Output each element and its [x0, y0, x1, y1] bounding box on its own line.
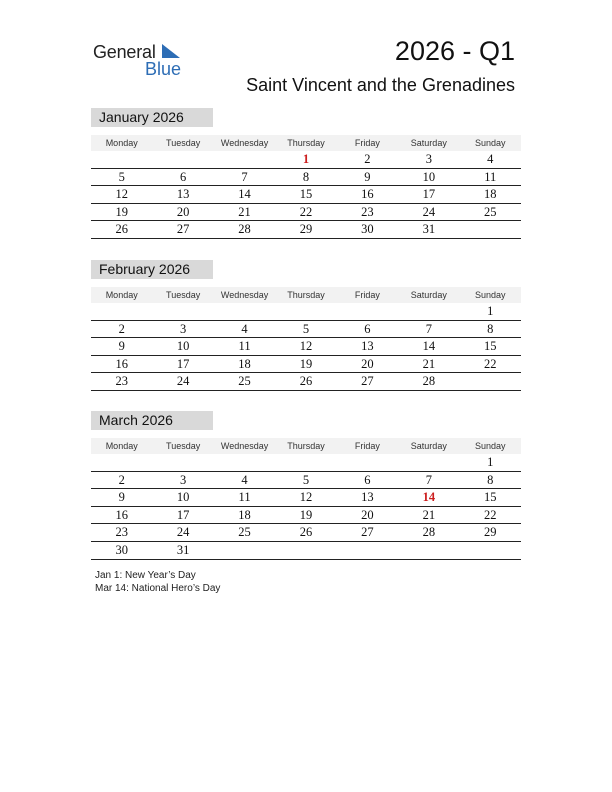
week-row	[91, 489, 521, 507]
day-cell: 31	[176, 542, 190, 557]
day-cell	[214, 454, 275, 471]
country-name: Saint Vincent and the Grenadines	[246, 75, 515, 95]
page-title: 2026 - Q1	[394, 36, 515, 66]
day-cell: 27	[361, 374, 374, 389]
week-row	[91, 338, 521, 356]
weekday-label: Saturday	[410, 441, 447, 451]
weekday-label: Monday	[105, 290, 138, 300]
day-cell: 1	[487, 455, 494, 469]
day-cell: 13	[361, 339, 374, 354]
weekday-label: Monday	[105, 138, 138, 148]
weekday-header-row	[91, 287, 521, 303]
day-cell: 29	[299, 222, 313, 237]
month-title: February 2026	[91, 260, 213, 279]
day-cell	[460, 542, 521, 559]
day-cell: 20	[176, 204, 190, 219]
day-cell: 7	[425, 321, 432, 336]
day-cell: 11	[484, 169, 497, 184]
day-cell: 25	[238, 374, 251, 389]
day-cell: 24	[422, 204, 436, 219]
day-cell	[152, 151, 213, 168]
day-cell	[398, 454, 459, 471]
month-calendar-january	[91, 108, 521, 239]
day-cell: 10	[176, 339, 190, 354]
holiday-notes	[95, 569, 220, 595]
day-cell: 26	[299, 525, 313, 540]
week-row	[91, 204, 521, 222]
day-cell: 5	[302, 472, 310, 487]
day-cell: 14	[238, 187, 251, 202]
weekday-label: Sunday	[474, 138, 506, 148]
holiday-day-cell: 14	[422, 490, 436, 505]
month-calendar-february	[91, 260, 521, 391]
day-cell: 29	[483, 525, 497, 540]
day-cell: 10	[422, 169, 436, 184]
weekday-label: Wednesday	[220, 138, 269, 148]
day-cell: 15	[483, 490, 497, 505]
day-cell	[91, 454, 152, 471]
day-cell	[91, 303, 152, 320]
day-cell	[214, 542, 275, 559]
weekday-header-row	[91, 135, 521, 151]
day-cell: 5	[118, 169, 125, 184]
day-cell: 17	[176, 356, 190, 371]
day-cell: 5	[302, 321, 310, 336]
day-cell: 13	[361, 490, 374, 505]
day-cell	[275, 542, 336, 559]
week-row	[91, 472, 521, 490]
day-cell: 6	[364, 472, 371, 487]
day-cell: 22	[299, 204, 313, 219]
day-cell	[91, 151, 152, 168]
day-cell: 4	[241, 472, 248, 487]
day-cell: 8	[487, 321, 494, 336]
day-cell: 15	[483, 339, 497, 354]
day-cell: 23	[115, 374, 128, 389]
day-cell: 6	[364, 321, 371, 336]
weekday-label: Saturday	[410, 138, 447, 148]
day-cell	[275, 454, 336, 471]
day-cell: 8	[302, 169, 310, 184]
weekday-header-row	[91, 438, 521, 454]
day-cell: 9	[118, 490, 125, 505]
day-cell: 19	[299, 507, 313, 522]
day-cell: 31	[422, 222, 436, 237]
weekday-label: Tuesday	[166, 138, 201, 148]
day-cell: 27	[361, 525, 374, 540]
week-row	[91, 169, 521, 187]
week-row	[91, 524, 521, 542]
logo-word-general: General	[93, 42, 156, 62]
day-cell: 2	[118, 472, 125, 487]
day-cell	[337, 303, 398, 320]
week-row	[91, 507, 521, 525]
day-cell: 16	[115, 356, 128, 371]
day-cell: 20	[361, 507, 374, 522]
weekday-label: Thursday	[287, 290, 325, 300]
day-cell: 16	[115, 507, 128, 522]
day-cell: 15	[299, 187, 313, 202]
day-cell: 12	[299, 339, 313, 354]
week-row	[91, 151, 521, 169]
generalblue-logo	[93, 42, 193, 82]
month-title: January 2026	[91, 108, 213, 127]
day-cell: 4	[241, 321, 248, 336]
day-cell	[398, 303, 459, 320]
day-cell: 28	[422, 374, 436, 389]
day-cell	[337, 454, 398, 471]
day-cell: 27	[176, 222, 190, 237]
day-cell: 20	[361, 356, 374, 371]
day-cell: 9	[364, 169, 371, 184]
weekday-label: Monday	[105, 441, 138, 451]
day-cell: 24	[176, 374, 190, 389]
day-cell: 23	[115, 525, 128, 540]
day-cell: 28	[238, 222, 251, 237]
day-cell: 26	[115, 222, 128, 237]
weekday-label: Friday	[354, 138, 380, 148]
day-cell: 2	[118, 321, 125, 336]
day-cell	[337, 542, 398, 559]
day-cell: 8	[487, 472, 494, 487]
day-cell: 21	[422, 507, 436, 522]
day-cell: 30	[361, 222, 374, 237]
weekday-label: Thursday	[287, 138, 325, 148]
weekday-label: Wednesday	[220, 290, 269, 300]
month-title: March 2026	[91, 411, 213, 430]
day-cell: 17	[176, 507, 190, 522]
weekday-label: Friday	[354, 441, 380, 451]
weekday-label: Wednesday	[220, 441, 269, 451]
weekday-label: Sunday	[474, 441, 506, 451]
day-cell: 6	[180, 169, 187, 184]
holiday-day-cell: 1	[302, 152, 310, 166]
day-cell: 21	[238, 204, 251, 219]
day-cell: 7	[425, 472, 432, 487]
day-cell: 19	[115, 204, 128, 219]
day-cell: 18	[483, 187, 497, 202]
day-cell	[460, 221, 521, 238]
day-cell	[152, 303, 213, 320]
day-cell: 18	[238, 356, 251, 371]
day-cell: 25	[238, 525, 251, 540]
weekday-label: Sunday	[474, 290, 506, 300]
week-row	[91, 321, 521, 339]
week-row	[91, 542, 521, 560]
day-cell	[214, 151, 275, 168]
weekday-label: Friday	[354, 290, 380, 300]
weekday-label: Tuesday	[166, 441, 201, 451]
day-cell: 11	[238, 339, 251, 354]
week-row	[91, 186, 521, 204]
day-cell: 11	[238, 490, 251, 505]
day-cell: 2	[364, 152, 371, 166]
day-cell: 28	[422, 525, 436, 540]
day-cell	[152, 454, 213, 471]
weekday-label: Tuesday	[166, 290, 201, 300]
day-cell: 21	[422, 356, 436, 371]
day-cell: 3	[180, 472, 187, 487]
week-row	[91, 454, 521, 472]
day-cell: 12	[299, 490, 313, 505]
day-cell: 22	[483, 507, 497, 522]
day-cell: 7	[241, 169, 248, 184]
day-cell: 26	[299, 374, 313, 389]
day-cell: 24	[176, 525, 190, 540]
weekday-label: Saturday	[410, 290, 447, 300]
day-cell: 18	[238, 507, 251, 522]
day-cell: 14	[422, 339, 436, 354]
day-cell: 3	[180, 321, 187, 336]
day-cell	[398, 542, 459, 559]
logo-triangle-icon	[162, 44, 182, 60]
week-row	[91, 373, 521, 391]
day-cell: 25	[483, 204, 497, 219]
day-cell: 9	[118, 339, 125, 354]
week-row	[91, 303, 521, 321]
day-cell: 10	[176, 490, 190, 505]
day-cell: 1	[487, 304, 494, 318]
day-cell: 12	[115, 187, 128, 202]
day-cell: 17	[422, 187, 436, 202]
day-cell: 30	[115, 542, 128, 557]
month-calendar-march	[91, 411, 521, 560]
day-cell: 13	[176, 187, 190, 202]
holiday-note: Mar 14: National Hero’s Day	[95, 583, 221, 594]
logo-word-blue: Blue	[145, 59, 182, 79]
day-cell	[214, 303, 275, 320]
day-cell: 22	[483, 356, 497, 371]
day-cell: 16	[361, 187, 374, 202]
day-cell: 23	[361, 204, 374, 219]
day-cell	[460, 373, 521, 390]
week-row	[91, 221, 521, 239]
day-cell: 4	[487, 152, 494, 166]
day-cell: 3	[425, 152, 432, 166]
holiday-note: Jan 1: New Year’s Day	[95, 570, 196, 581]
day-cell: 19	[299, 356, 313, 371]
week-row	[91, 356, 521, 374]
weekday-label: Thursday	[287, 441, 325, 451]
day-cell	[275, 303, 336, 320]
